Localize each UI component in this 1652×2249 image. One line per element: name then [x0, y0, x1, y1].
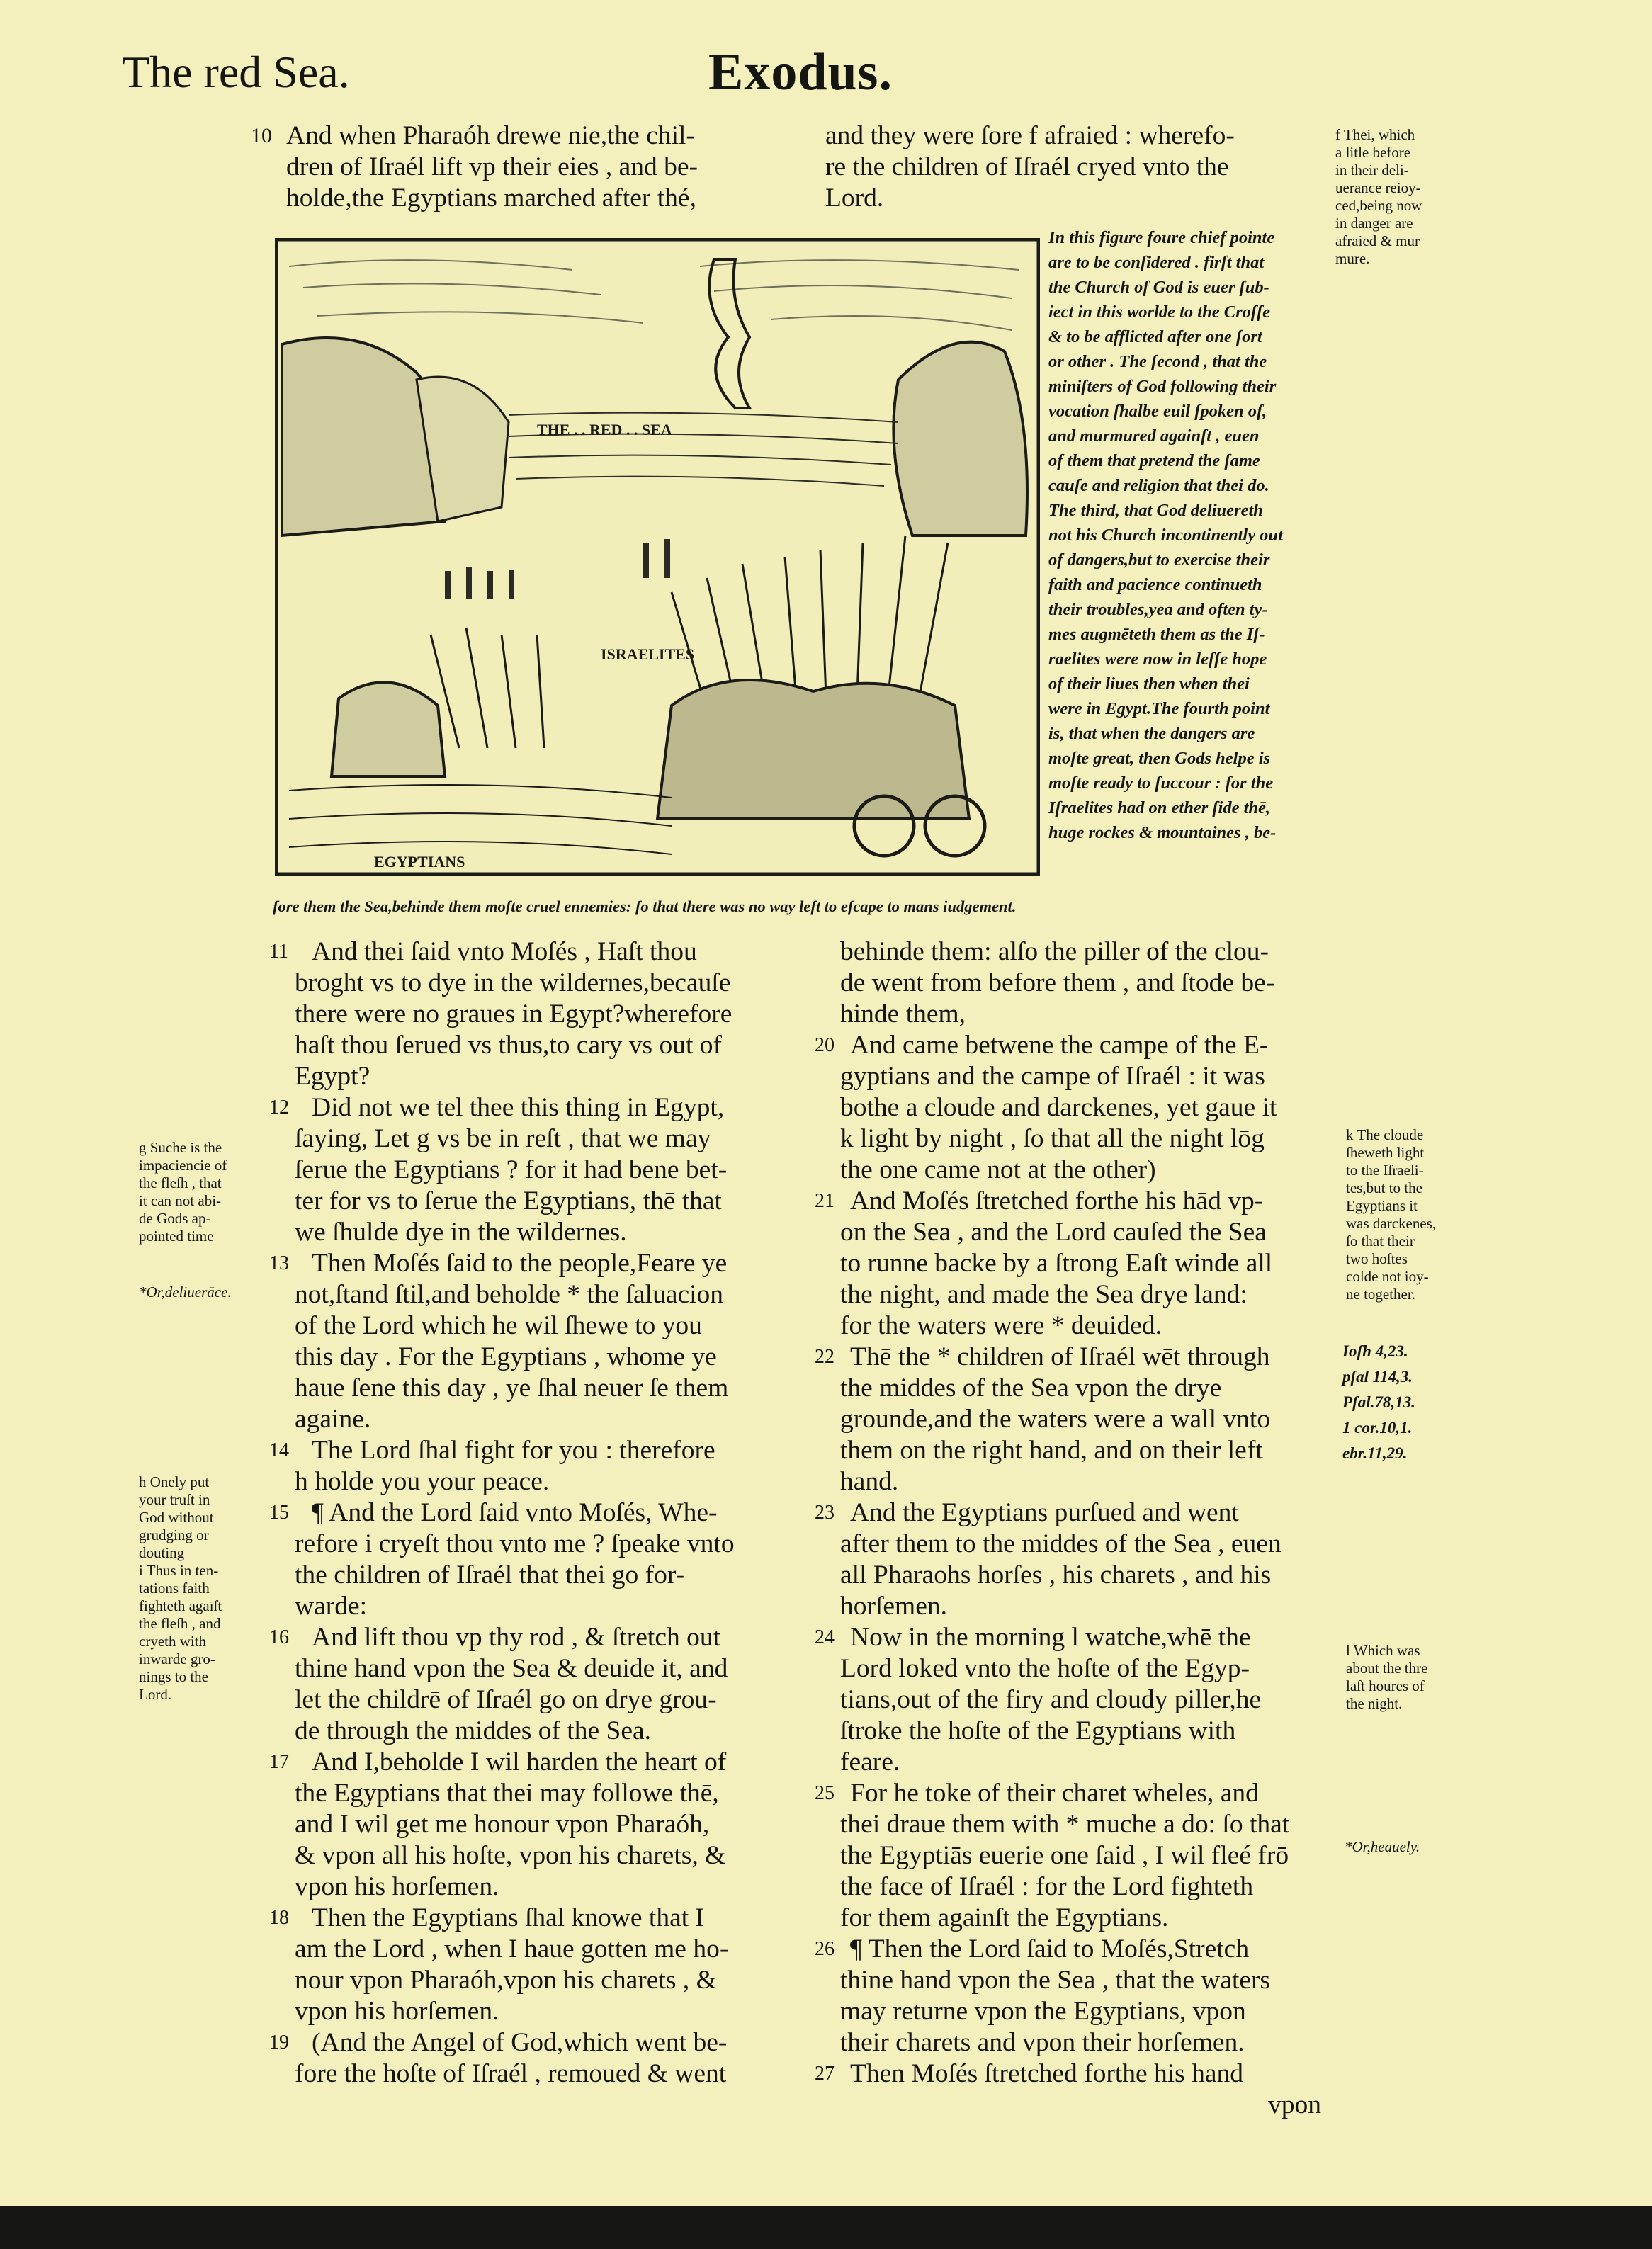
- note-line: to the Iſraeli-: [1346, 1162, 1424, 1179]
- caption-line: of dangers,but to exercise their: [1048, 550, 1270, 570]
- text-line: ſaying, Let g vs be in reſt , that we may: [295, 1124, 711, 1153]
- verse-number: 17: [269, 1751, 289, 1773]
- note-line: mure.: [1335, 250, 1370, 267]
- note-line: fighteth agaīſt: [139, 1597, 222, 1614]
- caption-bottom-line: fore them the Sea,behinde them moſte cruel ennemies: ſo that there was no way left to eſcape to mans iudgement.: [273, 897, 1017, 915]
- israelites-label: ISRAELITES: [601, 645, 695, 663]
- note-line: Lord.: [139, 1686, 172, 1703]
- text-line: And Moſés ſtretched forthe his hād vp-: [850, 1186, 1264, 1216]
- margin-note-references: [1342, 1339, 1415, 1466]
- text-line: grounde,and the waters were a wall vnto: [840, 1405, 1271, 1434]
- note-line: Egyptians it: [1346, 1197, 1418, 1214]
- note-line: g Suche is the: [139, 1139, 222, 1156]
- top-left-text: [251, 120, 793, 220]
- verse-number: 19: [269, 2032, 289, 2053]
- caption-line: of them that pretend the ſame: [1048, 451, 1260, 470]
- text-line: we ſhulde dye in the wildernes.: [295, 1218, 627, 1247]
- text-line: re the children of Iſraél cryed vnto the: [825, 152, 1229, 181]
- caption-line: moſte great, then Gods helpe is: [1048, 749, 1271, 768]
- caption-line: & to be afflicted after one ſort: [1048, 327, 1262, 346]
- note-line: afraied & mur: [1335, 232, 1420, 249]
- text-line: haue ſene this day , ye ſhal neuer ſe them: [295, 1373, 729, 1403]
- text-line: Lord.: [825, 183, 884, 213]
- verse-number: 26: [815, 1938, 835, 1960]
- text-line: this day . For the Egyptians , whome ye: [295, 1342, 717, 1371]
- text-line: thei draue them with * muche a do: ſo that: [840, 1810, 1290, 1839]
- caption-line: Iſraelites had on ether ſide thē,: [1048, 798, 1271, 817]
- note-line: it can not abi-: [139, 1192, 222, 1209]
- note-line: in danger are: [1335, 215, 1413, 232]
- verse-number: 20: [815, 1034, 835, 1056]
- caption-line: faith and pacience continueth: [1048, 575, 1262, 594]
- note-line: the fleſh , and: [139, 1615, 221, 1632]
- text-line: thine hand vpon the Sea & deuide it, and: [295, 1654, 728, 1683]
- top-right-text: [825, 120, 1335, 220]
- note-line: the fleſh , that: [139, 1174, 222, 1191]
- caption-line: or other . The ſecond , that the: [1048, 352, 1267, 371]
- note-line: f Thei, which: [1335, 126, 1415, 143]
- left-column: [269, 936, 822, 2155]
- text-line: againe.: [295, 1405, 371, 1434]
- verse-number: 27: [815, 2063, 835, 2085]
- note-line: ebr.11,29.: [1342, 1444, 1408, 1462]
- caption-line: are to be conſidered . firſt that: [1048, 253, 1265, 272]
- verse-number: 22: [815, 1346, 835, 1368]
- note-line: i Thus in ten-: [139, 1562, 219, 1579]
- text-line: h holde you your peace.: [295, 1467, 550, 1496]
- text-line: & vpon all his hoſte, vpon his charets, &: [295, 1841, 726, 1870]
- text-line: And thei ſaid vnto Moſés , Haſt thou: [312, 937, 697, 966]
- text-line: their charets and vpon their horſemen.: [840, 2028, 1245, 2057]
- text-line: haſt thou ſerued vs thus,to cary vs out of: [295, 1031, 723, 1060]
- text-line: the middes of the Sea vpon the drye: [840, 1373, 1222, 1403]
- verse-number: 23: [815, 1502, 835, 1524]
- text-line: dren of Iſraél lift vp their eies , and be-: [286, 152, 698, 181]
- text-line: tians,out of the firy and cloudy piller,he: [840, 1685, 1262, 1714]
- caption-line: their troubles,yea and often ty-: [1048, 600, 1268, 619]
- caption-line: moſte ready to ſuccour : for the: [1048, 774, 1274, 793]
- text-line: For he toke of their charet wheles, and: [850, 1779, 1259, 1808]
- note-line: ſheweth light: [1346, 1144, 1425, 1161]
- text-line: vpon: [1268, 2090, 1321, 2119]
- note-line: de Gods ap-: [139, 1210, 211, 1227]
- text-line: them on the right hand, and on their left: [840, 1436, 1263, 1465]
- text-line: Lord loked vnto the hoſte of the Egyp-: [840, 1654, 1250, 1683]
- caption-line: In this figure foure chief pointe: [1048, 228, 1275, 247]
- note-line: k The cloude: [1346, 1126, 1424, 1143]
- note-line: laſt houres of: [1346, 1677, 1425, 1694]
- caption-line: and murmured againſt , euen: [1048, 426, 1260, 446]
- note-line: grudging or: [139, 1526, 209, 1543]
- verse-number: 18: [269, 1907, 289, 1929]
- text-line: and they were ſore f afraied : wherefo-: [825, 121, 1235, 150]
- caption-line: mes augmēteth them as the Iſ-: [1048, 625, 1265, 644]
- note-line: Pſal.78,13.: [1342, 1393, 1415, 1411]
- note-line: impaciencie of: [139, 1157, 227, 1174]
- text-line: may returne vpon the Egyptians, vpon: [840, 1997, 1246, 2026]
- text-line: Thē the * children of Iſraél wēt through: [850, 1342, 1270, 1371]
- verse-number: 16: [269, 1626, 289, 1648]
- text-line: not,ſtand ſtil,and beholde * the ſaluacion: [295, 1280, 724, 1309]
- note-line: the night.: [1346, 1695, 1403, 1712]
- text-line: ¶ And the Lord ſaid vnto Moſés, Whe-: [312, 1498, 718, 1527]
- verse-number: 10: [251, 124, 272, 147]
- note-line: 1 cor.10,1.: [1342, 1419, 1413, 1437]
- caption-line: cauſe and religion that thei do.: [1048, 476, 1269, 495]
- right-column: [815, 936, 1353, 2183]
- verse-number: 24: [815, 1626, 835, 1648]
- text-line: behinde them: alſo the piller of the clou-: [840, 937, 1269, 966]
- text-line: Then Moſés ſtretched forthe his hand: [850, 2059, 1244, 2088]
- text-line: of the Lord which he wil ſhewe to you: [295, 1311, 702, 1340]
- margin-note-heavily: [1345, 1838, 1420, 1856]
- text-line: And I,beholde I wil harden the heart of: [312, 1747, 727, 1777]
- verse-number: 13: [269, 1252, 289, 1274]
- text-line: The Lord ſhal fight for you : therefore: [312, 1436, 715, 1465]
- text-line: hinde them,: [840, 999, 966, 1029]
- text-line: k light by night , ſo that all the night lōg: [840, 1124, 1265, 1153]
- egyptians-label: EGYPTIANS: [374, 853, 465, 871]
- note-line: tes,but to the: [1346, 1179, 1422, 1196]
- text-line: refore i cryeſt thou vnto me ? ſpeake vnto: [295, 1529, 735, 1558]
- text-line: bothe a cloude and darckenes, yet gaue it: [840, 1093, 1277, 1122]
- text-line: vpon his horſemen.: [295, 1997, 499, 2026]
- margin-note-g: [139, 1139, 227, 1245]
- text-line: And the Egyptians purſued and went: [850, 1498, 1239, 1527]
- text-line: ſerue the Egyptians ? for it had bene bet-: [295, 1155, 728, 1184]
- text-line: ter for vs to ſerue the Egyptians, thē that: [295, 1186, 722, 1216]
- note-line: inwarde gro-: [139, 1650, 215, 1667]
- text-line: for the waters were * deuided.: [840, 1311, 1162, 1340]
- book-title: Exodus.: [708, 43, 893, 101]
- verse-number: 14: [269, 1439, 289, 1461]
- caption-line: miniſters of God following their: [1048, 377, 1277, 396]
- text-line: all Pharaohs horſes , his charets , and his: [840, 1560, 1272, 1590]
- note-line: a litle before: [1335, 144, 1411, 161]
- note-line: h Onely put: [139, 1473, 210, 1490]
- caption-line: iect in this worlde to the Croſſe: [1048, 302, 1271, 322]
- note-line: two hoſtes: [1346, 1250, 1408, 1267]
- text-line: Did not we tel thee this thing in Egypt,: [312, 1093, 725, 1122]
- note-line: about the thre: [1346, 1660, 1428, 1677]
- text-line: the children of Iſraél that thei go for-: [295, 1560, 685, 1590]
- caption-line: of their liues then when thei: [1048, 674, 1250, 693]
- woodcut-caption: [1048, 225, 1346, 845]
- caption-line: raelites were now in leſſe hope: [1048, 650, 1267, 669]
- text-line: gyptians and the campe of Iſraél : it was: [840, 1062, 1265, 1091]
- text-line: broght vs to dye in the wildernes,becauſe: [295, 968, 731, 997]
- text-line: And came betwene the campe of the E-: [850, 1031, 1269, 1060]
- text-line: let the childrē of Iſraél go on drye grou-: [295, 1685, 717, 1714]
- text-line: the face of Iſraél : for the Lord fighteth: [840, 1872, 1254, 1901]
- text-line: to runne backe by a ſtrong Eaſt winde all: [840, 1249, 1273, 1278]
- note-line: ced,being now: [1335, 197, 1422, 214]
- verse-number: 11: [269, 941, 288, 963]
- text-line: there were no graues in Egypt?wherefore: [295, 999, 732, 1029]
- note-line: nings to the: [139, 1668, 208, 1685]
- text-line: And lift thou vp thy rod , & ſtretch out: [312, 1623, 721, 1652]
- caption-line: huge rockes & mountaines , be-: [1048, 823, 1277, 842]
- note-line: tations faith: [139, 1580, 210, 1597]
- text-line: ¶ Then the Lord ſaid to Moſés,Stretch: [850, 1934, 1250, 1964]
- note-line: pſal 114,3.: [1342, 1368, 1413, 1386]
- text-line: de through the middes of the Sea.: [295, 1716, 652, 1745]
- text-line: (And the Angel of God,which went be-: [312, 2028, 728, 2057]
- text-line: the one came not at the other): [840, 1155, 1156, 1184]
- text-line: Egypt?: [295, 1062, 370, 1091]
- note-line: God without: [139, 1509, 214, 1526]
- text-line: and I wil get me honour vpon Pharaóh,: [295, 1810, 710, 1839]
- text-line: de went from before them , and ſtode be-: [840, 968, 1275, 997]
- verse-number: 25: [815, 1782, 835, 1804]
- caption-line: is, that when the dangers are: [1048, 724, 1255, 743]
- note-line: was darckenes,: [1346, 1215, 1437, 1232]
- note-line: *Or,deliuerāce.: [139, 1284, 232, 1301]
- text-line: the Egyptiās euerie one ſaid , I wil fleé frō: [840, 1841, 1289, 1870]
- note-line: in their deli-: [1335, 162, 1409, 179]
- text-line: horſemen.: [840, 1592, 947, 1621]
- note-line: ne together.: [1346, 1286, 1415, 1303]
- note-line: colde not ioy-: [1346, 1268, 1429, 1285]
- text-line: holde,the Egyptians marched after thé,: [286, 183, 696, 213]
- note-line: l Which was: [1346, 1642, 1420, 1659]
- text-line: the Egyptians that thei may followe thē,: [295, 1779, 719, 1808]
- text-line: on the Sea , and the Lord cauſed the Sea: [840, 1218, 1267, 1247]
- text-line: Then the Egyptians ſhal knowe that I: [312, 1903, 705, 1932]
- margin-note-i: [139, 1562, 222, 1704]
- note-line: pointed time: [139, 1228, 214, 1245]
- caption-line: were in Egypt.The fourth point: [1048, 699, 1270, 718]
- verse-number: 12: [269, 1097, 289, 1118]
- note-line: uerance reioy-: [1335, 179, 1421, 196]
- text-line: warde:: [295, 1592, 368, 1621]
- verse-number: 15: [269, 1502, 289, 1524]
- note-line: ſo that their: [1346, 1233, 1415, 1250]
- caption-line: The third, that God deliuereth: [1048, 501, 1263, 520]
- note-line: douting: [139, 1544, 185, 1561]
- text-line: vpon his horſemen.: [295, 1872, 499, 1901]
- text-line: nour vpon Pharaóh,vpon his charets , &: [295, 1966, 717, 1995]
- running-title: The red Sea.: [122, 47, 350, 97]
- sea-label: THE . . RED . . SEA: [537, 421, 672, 438]
- text-line: am the Lord , when I haue gotten me ho-: [295, 1934, 729, 1964]
- text-line: Then Moſés ſaid to the people,Feare ye: [312, 1249, 728, 1278]
- caption-line: the Church of God is euer ſub-: [1048, 278, 1269, 297]
- text-line: Now in the morning l watche,whē the: [850, 1623, 1251, 1652]
- text-line: for them againſt the Egyptians.: [840, 1903, 1169, 1932]
- text-line: hand.: [840, 1467, 899, 1496]
- margin-note-l: [1346, 1642, 1427, 1713]
- note-line: cryeth with: [139, 1633, 207, 1650]
- text-line: after them to the middes of the Sea , euen: [840, 1529, 1282, 1558]
- text-line: feare.: [840, 1747, 900, 1777]
- margin-note-f: [1335, 126, 1422, 268]
- text-line: And when Pharaóh drewe nie,the chil-: [286, 121, 695, 150]
- caption-line: not his Church incontinently out: [1048, 526, 1283, 545]
- bottom-border: [0, 2206, 1652, 2249]
- text-line: ſtroke the hoſte of the Egyptians with: [840, 1716, 1236, 1745]
- woodcut-illustration: [275, 238, 1040, 876]
- margin-note-h: [139, 1473, 214, 1562]
- text-line: the night, and made the Sea drye land:: [840, 1280, 1248, 1309]
- margin-note-k: [1346, 1126, 1436, 1303]
- caption-line: vocation ſhalbe euil ſpoken of,: [1048, 402, 1267, 421]
- note-line: Ioſh 4,23.: [1342, 1342, 1408, 1360]
- text-line: thine hand vpon the Sea , that the waters: [840, 1966, 1271, 1995]
- text-line: fore the hoſte of Iſraél , remoued & went: [295, 2059, 727, 2088]
- note-line: your truſt in: [139, 1491, 210, 1508]
- verse-number: 21: [815, 1190, 835, 1212]
- note-line: *Or,heauely.: [1345, 1838, 1420, 1855]
- margin-note-deliverance: [139, 1284, 232, 1301]
